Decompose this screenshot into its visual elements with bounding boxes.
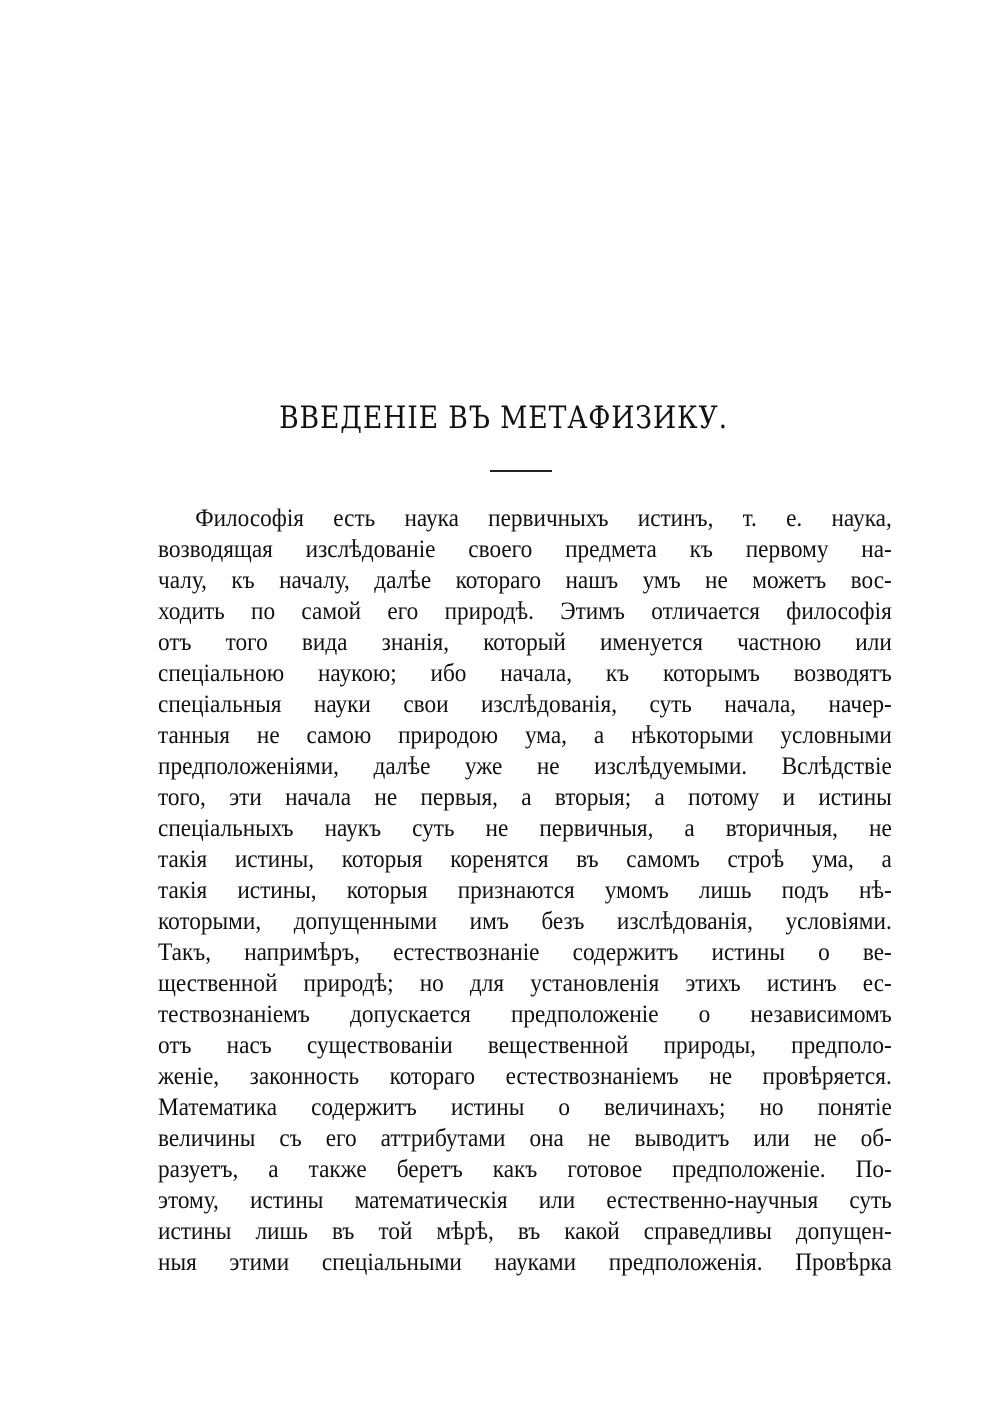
text-line: такія истины, которыя коренятся въ самомъ строѣ ума, а [158,846,892,873]
text-line: которыми, допущенными имъ безъ изслѣдованія, условіями. [158,908,892,935]
text-line: женіе, законность котораго естествознаніемъ не провѣряется. [158,1063,892,1090]
text-line: величины съ его аттрибутами она не выводитъ или не об- [158,1125,892,1152]
text-line: ныя этими спеціальными науками предположенія. Провѣрка [158,1249,892,1276]
text-line: ходить по самой его природѣ. Этимъ отличается философія [158,598,892,625]
chapter-title: ВВЕДЕНІЕ ВЪ МЕТАФИЗИКУ. [279,400,728,436]
text-line: предположеніями, далѣе уже не изслѣдуемыми. Вслѣдствіе [158,753,892,780]
text-line: щественной природѣ; но для установленія этихъ истинъ ес- [158,970,892,997]
text-line: того, эти начала не первыя, а вторыя; а потому и истины [158,784,892,811]
text-line: спеціальныя науки свои изслѣдованія, суть начала, начер- [158,691,892,718]
text-line: тествознаніемъ допускается предположеніе о независимомъ [158,1001,892,1028]
text-line: танныя не самою природою ума, а нѣкоторыми условными [158,722,892,749]
text-line: отъ насъ существованіи вещественной природы, предполо- [158,1032,892,1059]
text-line: чалу, къ началу, далѣе котораго нашъ умъ не можетъ вос- [158,567,892,594]
text-line: возводящая изслѣдованіе своего предмета къ первому на- [158,536,892,563]
text-line: этому, истины математическія или естественно-научныя суть [158,1187,892,1214]
text-line: Такъ, напримѣръ, естествознаніе содержитъ истины о ве- [158,939,892,966]
text-line: спеціальныхъ наукъ суть не первичныя, а вторичныя, не [158,815,892,842]
text-line: отъ того вида знанія, который именуется частною или [158,629,892,656]
text-line: Математика содержитъ истины о величинахъ; но понятіе [158,1094,892,1121]
text-line: истины лишь въ той мѣрѣ, въ какой справедливы допущен- [158,1218,892,1245]
text-line: спеціальною наукою; ибо начала, къ которымъ возводятъ [158,660,892,687]
text-line: разуетъ, а также беретъ какъ готовое предположеніе. По- [158,1156,892,1183]
title-rule [490,470,552,472]
body-text [158,503,892,1278]
text-line: такія истины, которыя признаются умомъ лишь подъ нѣ- [158,877,892,904]
text-line: Философія есть наука первичныхъ истинъ, т. е. наука, [195,505,892,532]
